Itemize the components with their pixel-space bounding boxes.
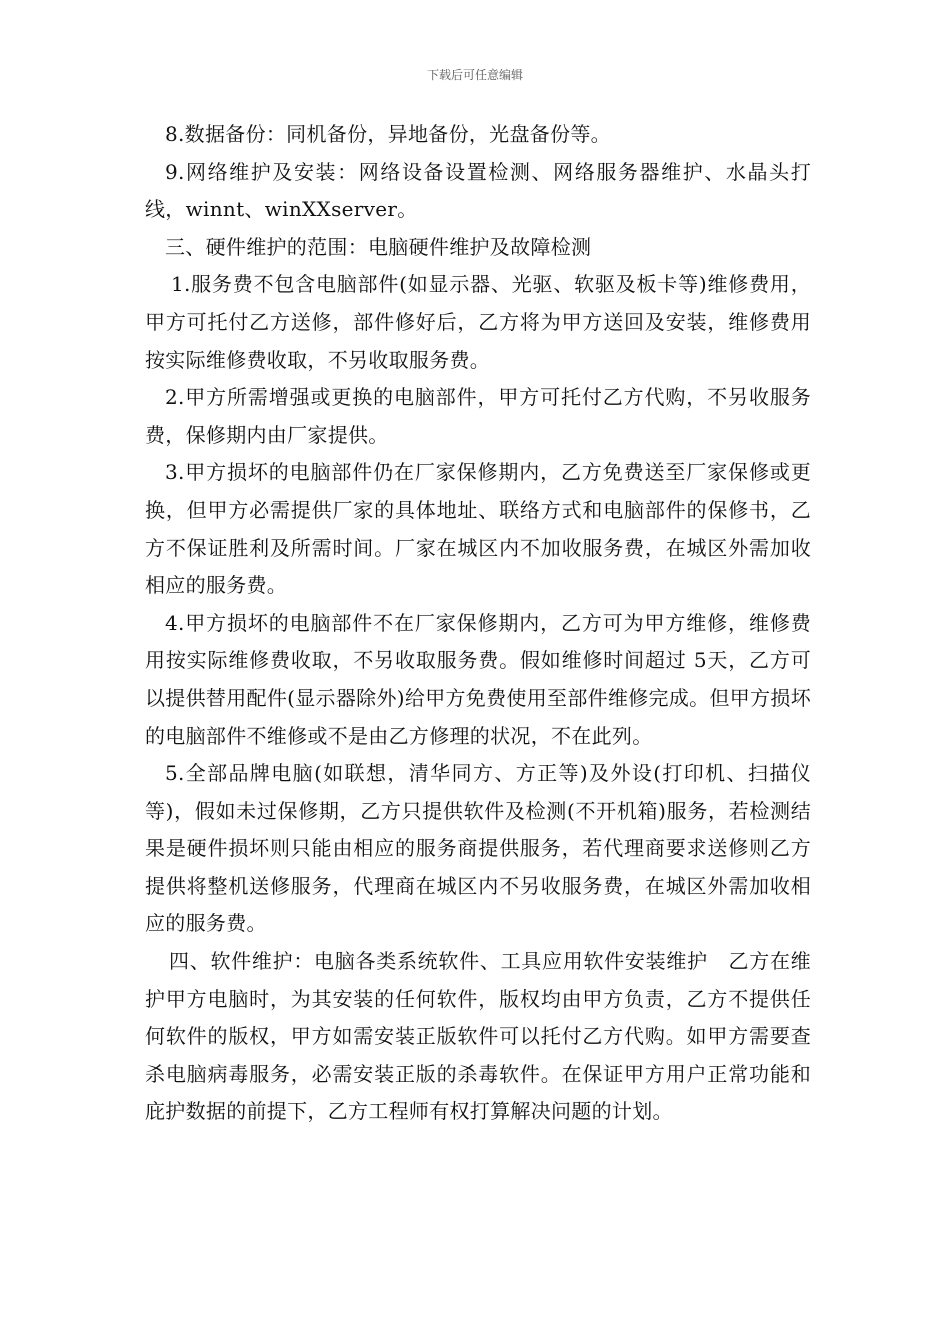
paragraph-hardware-5: 5.全部品牌电脑(如联想，清华同方、方正等)及外设(打印机、扫描仪等)，假如未过保修期，乙方只提供软件及检测(不开机箱)服务，若检测结果是硬件损坏则只能由相应的服务商提供服务，若代理商要求送修则乙方提供将整机送修服务，代理商在城区内不另收服务费，在城区外需加收相应的服务费。 — [145, 761, 811, 936]
paragraph-network-maintenance: 9.网络维护及安装：网络设备设置检测、网络服务器维护、水晶头打线，winnt、winXXserver。 — [145, 159, 811, 222]
paragraph-hardware-1: 1.服务费不包含电脑部件(如显示器、光驱、软驱及板卡等)维修费用，甲方可托付乙方送修，部件修好后，乙方将为甲方送回及安装，维修费用按实际维修费收取，不另收取服务费。 — [145, 272, 811, 372]
page-header: 下载后可任意编辑 — [426, 68, 523, 82]
section-heading-hardware: 三、硬件维护的范围：电脑硬件维护及故障检测 — [165, 234, 592, 259]
paragraph-hardware-2: 2.甲方所需增强或更换的电脑部件，甲方可托付乙方代购，不另收服务费，保修期内由厂家提供。 — [145, 385, 811, 447]
paragraph-data-backup: 8.数据备份：同机备份，异地备份，光盘备份等。 — [165, 122, 611, 146]
document-body — [145, 116, 811, 1131]
paragraph-hardware-4: 4.甲方损坏的电脑部件不在厂家保修期内，乙方可为甲方维修，维修费用按实际维修费收取，不另收取服务费。假如维修时间超过 5天，乙方可以提供替用配件(显示器除外)给甲方免费使用至部件维修完成。但甲方损坏的电脑部件不维修或不是由乙方修理的状况，不在此列。 — [145, 610, 811, 748]
section-software-maintenance: 四、软件维护：电脑各类系统软件、工具应用软件安装维护 乙方在维护甲方电脑时，为其安装的任何软件，版权均由甲方负责，乙方不提供任何软件的版权，甲方如需安装正版软件可以托付乙方代购。如甲方需要查杀电脑病毒服务，必需安装正版的杀毒软件。在保证甲方用户正常功能和庇护数据的前提下，乙方工程师有权打算解决问题的计划。 — [145, 949, 811, 1124]
paragraph-hardware-3: 3.甲方损坏的电脑部件仍在厂家保修期内，乙方免费送至厂家保修或更换，但甲方必需提供厂家的具体地址、联络方式和电脑部件的保修书，乙方不保证胜利及所需时间。厂家在城区内不加收服务费，在城区外需加收相应的服务费。 — [145, 460, 811, 598]
